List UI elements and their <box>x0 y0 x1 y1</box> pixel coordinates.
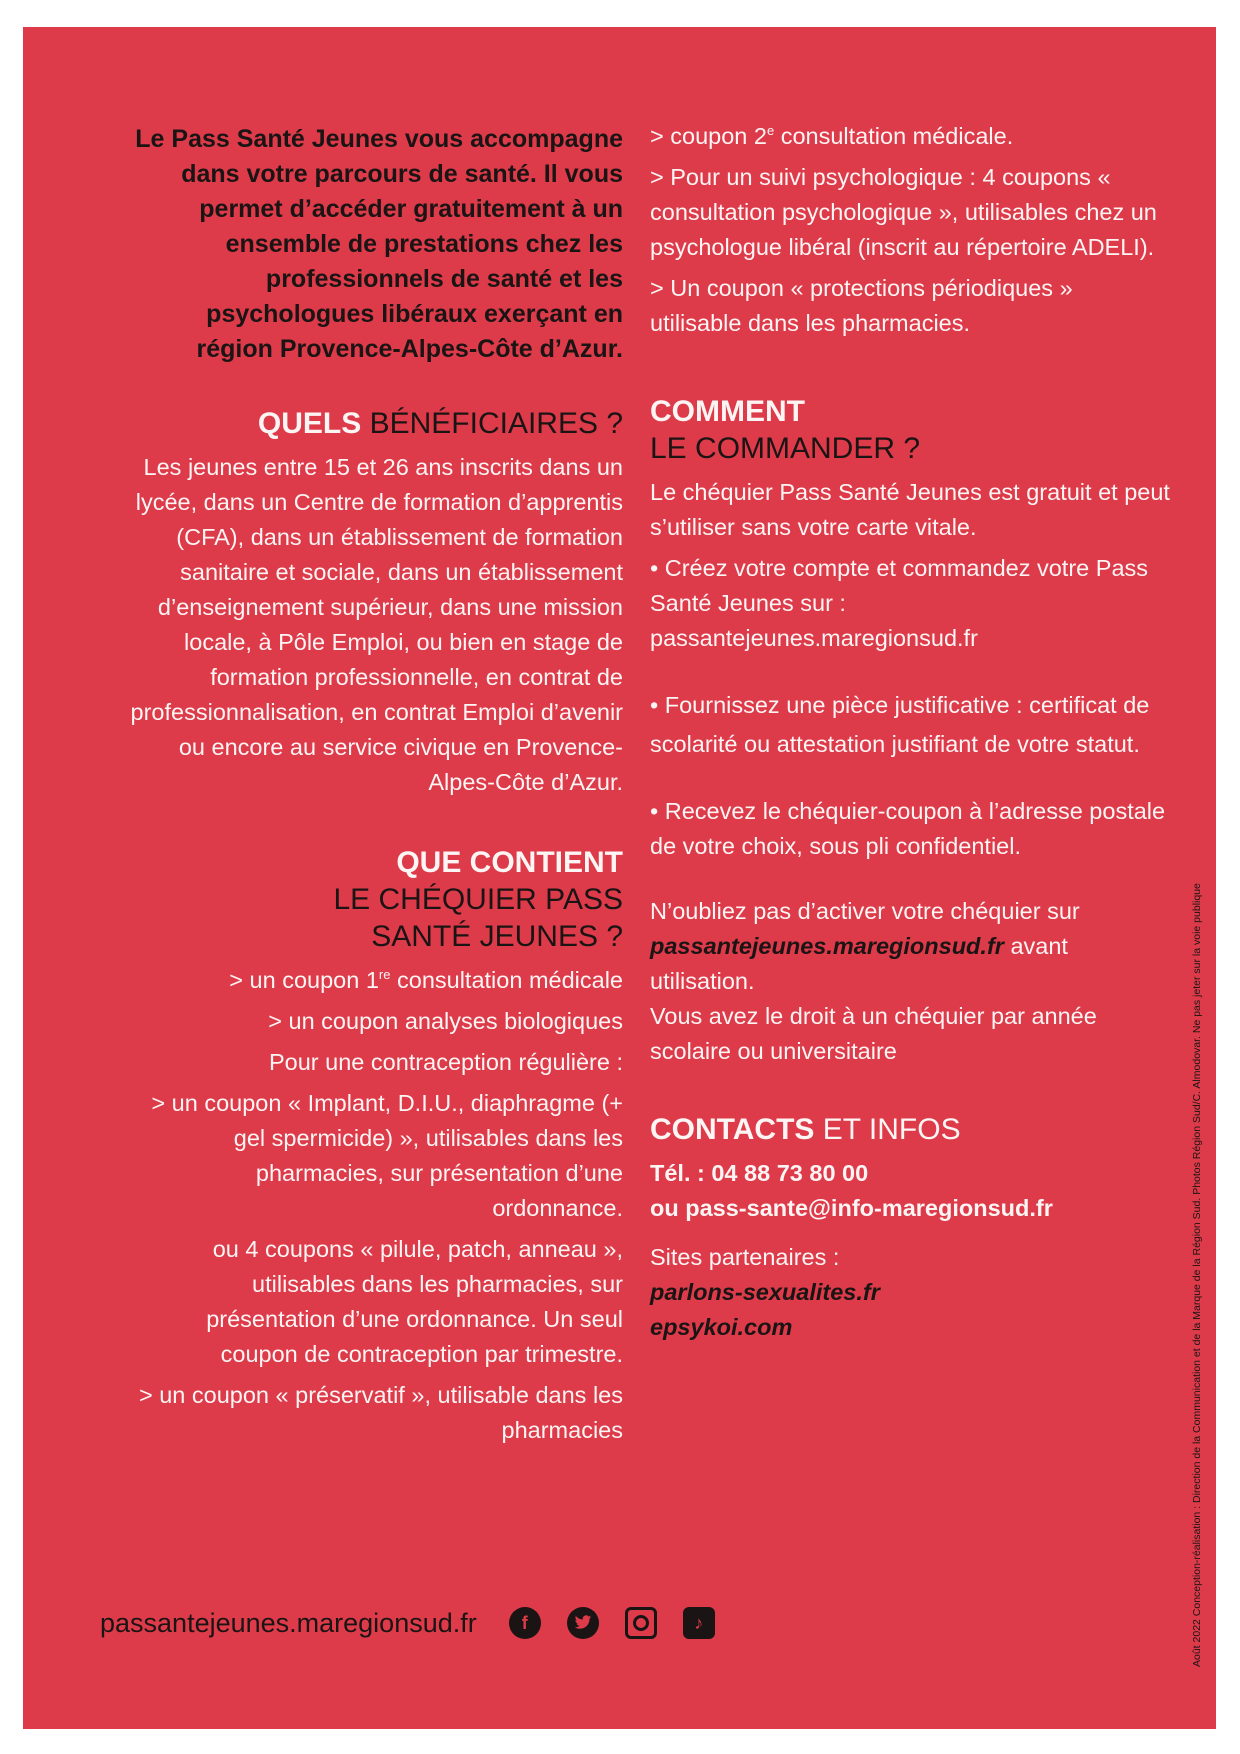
coupon-item: > coupon 2e consultation médicale. <box>650 123 1014 149</box>
commander-heading: COMMENT LE COMMANDER ? <box>650 395 921 465</box>
credits-text: Août 2022 Conception-réalisation : Direction de la Communication et de la Marque de la Région Sud. Photos Région Sud/C. Almodovar. Ne pas jeter sur la voie publique <box>1191 883 1203 1667</box>
commander-text: Le chéquier Pass Santé Jeunes est gratuit et peut s’utiliser sans votre carte vitale. <box>650 479 1170 540</box>
twitter-icon[interactable] <box>567 1607 599 1639</box>
contenu-item: Pour une contraception régulière : <box>268 1049 623 1075</box>
contact-email[interactable]: ou pass-sante@info-maregionsud.fr <box>650 1195 1053 1221</box>
commander-step: • Recevez le chéquier-coupon à l’adresse postale de votre choix, sous pli confidentiel. <box>650 798 1166 859</box>
partner-site-link[interactable]: epsykoi.com <box>650 1314 793 1340</box>
contacts-heading: CONTACTS ET INFOS <box>650 1113 961 1146</box>
activation-note: N’oubliez pas d’activer votre chéquier sur passantejeunes.maregionsud.fr avant utilisation. <box>650 898 1080 994</box>
contenu-item: > un coupon « préservatif », utilisable dans les pharmacies <box>138 1382 623 1443</box>
activation-link[interactable]: passantejeunes.maregionsud.fr <box>650 933 1004 959</box>
contenu-heading: QUE CONTIENT LE CHÉQUIER PASS SANTÉ JEUNES ? <box>333 846 623 953</box>
right-column <box>650 119 1170 1345</box>
flyer-page <box>23 27 1216 1729</box>
partner-sites-label: Sites partenaires : <box>650 1244 840 1270</box>
intro-text: Le Pass Santé Jeunes vous accompagne dans votre parcours de santé. Il vous permet d’accéder gratuitement à un ensemble de prestations chez les professionnels de santé et les psychologues libéraux exerçant en région Provence-Alpes-Côte d’Azur. <box>135 125 623 363</box>
footer <box>100 1603 715 1643</box>
contenu-item: > un coupon 1re consultation médicale <box>229 967 623 993</box>
commander-step: • Fournissez une pièce justificative : certificat de scolarité ou attestation justifiant de votre statut. <box>650 692 1150 757</box>
beneficiaires-text: Les jeunes entre 15 et 26 ans inscrits dans un lycée, dans un Centre de formation d’apprentis (CFA), dans un établissement de formation sanitaire et sociale, dans un établissement d’enseignement supérieur, dans une mission locale, à Pôle Emploi, ou bien en stage de formation professionnelle, en contrat de professionnalisation, en contrat Emploi d’avenir ou encore au service civique en Provence-Alpes-Côte d’Azur. <box>130 454 623 795</box>
coupon-item: > Pour un suivi psychologique : 4 coupons « consultation psychologique », utilisables chez un psychologue libéral (inscrit au répertoire ADELI). <box>650 164 1157 260</box>
facebook-icon[interactable]: f <box>509 1607 541 1639</box>
commander-step: • Créez votre compte et commandez votre Pass Santé Jeunes sur : passantejeunes.maregionsud.fr <box>650 555 1149 651</box>
beneficiaires-heading: QUELS BÉNÉFICIAIRES ? <box>257 407 623 440</box>
coupon-item: > Un coupon « protections périodiques » utilisable dans les pharmacies. <box>650 275 1073 336</box>
tiktok-icon[interactable]: ♪ <box>683 1607 715 1639</box>
contenu-item: ou 4 coupons « pilule, patch, anneau », utilisables dans les pharmacies, sur présentation d’une ordonnance. Un seul coupon de contraception par trimestre. <box>206 1236 623 1367</box>
contenu-item: > un coupon « Implant, D.I.U., diaphragme (+ gel spermicide) », utilisables dans les pharmacies, sur présentation d’une ordonnance. <box>151 1090 623 1221</box>
contenu-item: > un coupon analyses biologiques <box>268 1008 623 1034</box>
contact-phone[interactable]: Tél. : 04 88 73 80 00 <box>650 1160 869 1186</box>
left-column <box>123 122 623 1448</box>
quota-note: Vous avez le droit à un chéquier par année scolaire ou universitaire <box>650 1003 1097 1064</box>
partner-site-link[interactable]: parlons-sexualites.fr <box>650 1279 880 1305</box>
instagram-icon[interactable] <box>625 1607 657 1639</box>
footer-website-link[interactable]: passantejeunes.maregionsud.fr <box>100 1607 477 1638</box>
